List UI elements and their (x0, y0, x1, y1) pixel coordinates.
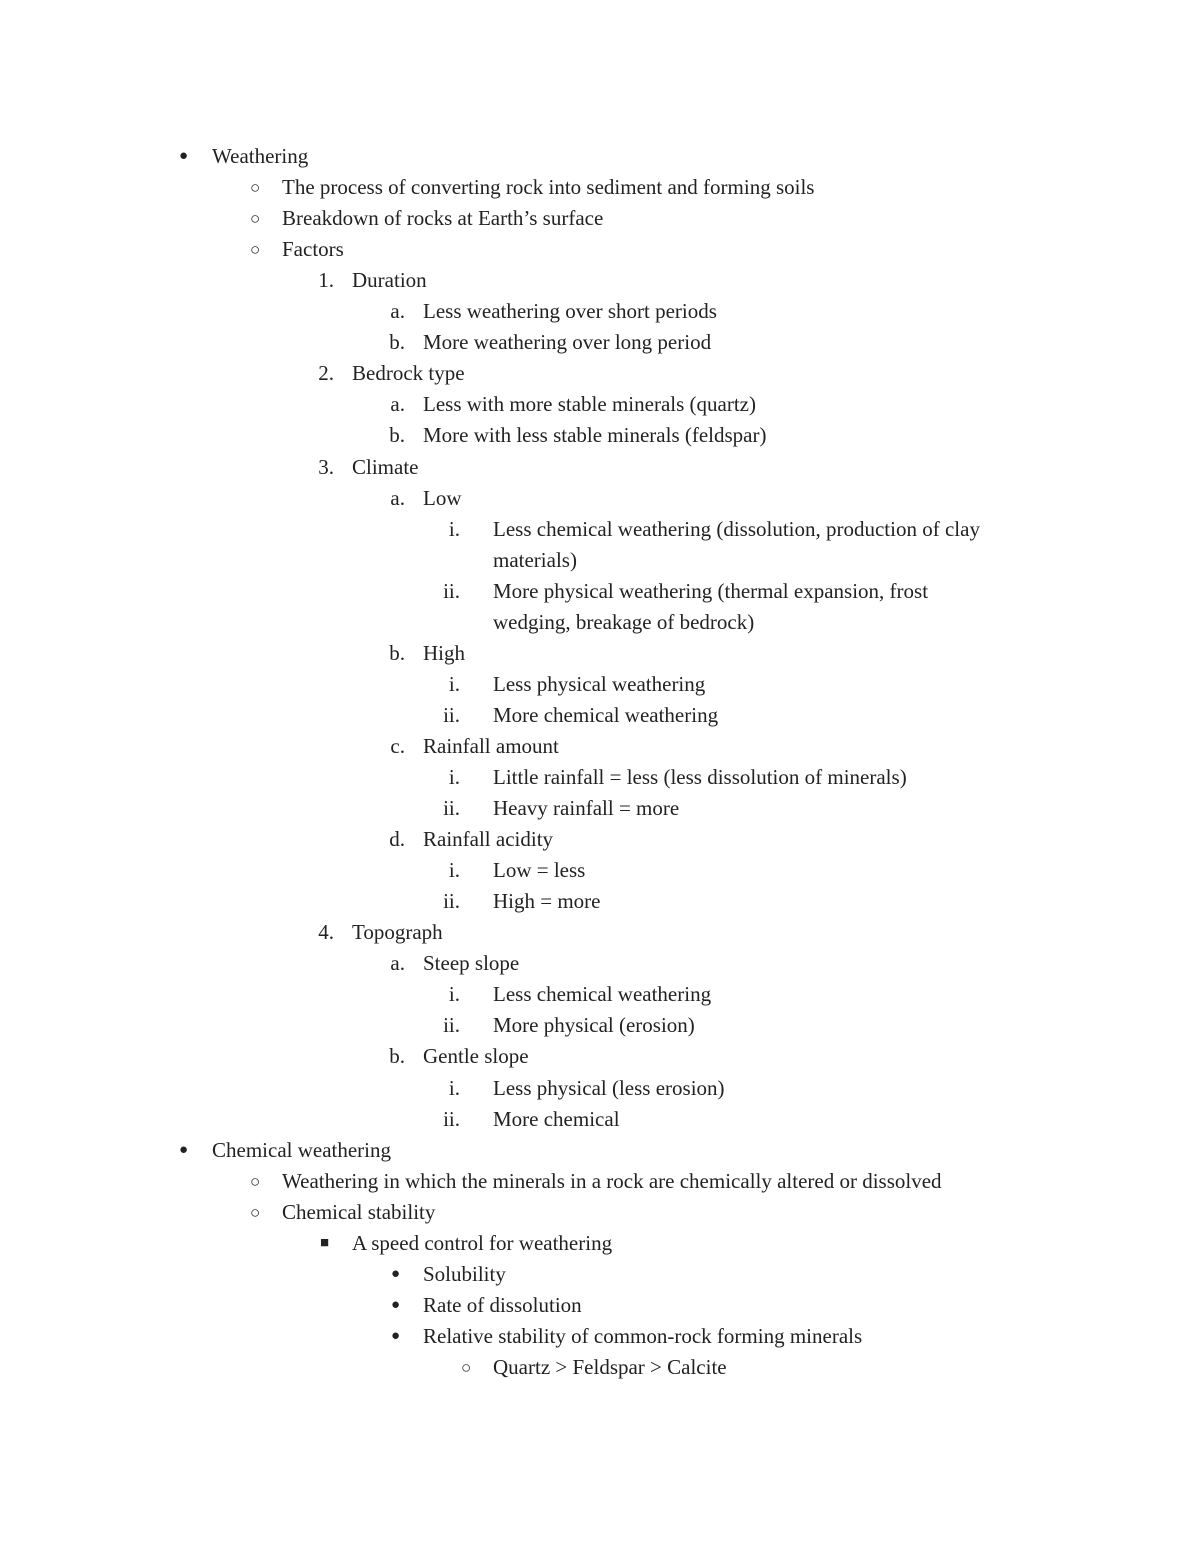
list-number-label: 4. (318, 920, 334, 945)
list-number-label: c. (390, 733, 405, 758)
outline-item-text: More with less stable minerals (feldspar) (423, 423, 767, 448)
outline-item-text: wedging, breakage of bedrock) (493, 609, 755, 634)
list-number-label: a. (390, 951, 405, 976)
outline-item-text: Less chemical weathering (493, 982, 712, 1007)
list-number-label: i. (448, 765, 460, 789)
outline-item-text: Less physical weathering (493, 671, 706, 696)
list-number-label: 2. (318, 361, 334, 386)
outline-item-text: Gentle slope (423, 1044, 529, 1069)
list-bullet: ● (391, 1327, 401, 1344)
outline-item-text: Heavy rainfall = more (493, 796, 680, 821)
list-number-label: a. (390, 392, 405, 417)
list-number-label: d. (389, 827, 405, 852)
outline-item-text: The process of converting rock into sediment and forming soils (282, 175, 815, 200)
outline-item-text: More chemical (493, 1106, 620, 1131)
list-number-label: b. (389, 423, 405, 448)
outline-item-text: Less with more stable minerals (quartz) (423, 392, 756, 417)
outline-item-text: Factors (282, 237, 344, 262)
list-number-label: b. (389, 1044, 405, 1069)
outline-item-text: Quartz > Feldspar > Calcite (493, 1354, 727, 1379)
outline-item-text: Climate (352, 454, 419, 479)
outline-item-text: Rate of dissolution (423, 1292, 582, 1317)
outline-item-text: More physical weathering (thermal expansion, frost (493, 578, 929, 603)
list-number-label: i. (448, 858, 460, 883)
outline-item-text: A speed control for weathering (352, 1230, 613, 1255)
list-bullet: ○ (250, 209, 261, 229)
list-number-label: ii. (443, 889, 460, 914)
outline-item-text: Little rainfall = less (less dissolution of minerals) (493, 765, 907, 789)
list-number-label: 1. (318, 268, 334, 293)
outline-item-text: Rainfall acidity (423, 827, 554, 852)
outline-item-text: Duration (352, 268, 427, 293)
outline-item-text: Low (423, 485, 462, 510)
list-bullet: ● (391, 1296, 401, 1313)
outline-item-text: Steep slope (423, 951, 520, 976)
list-number-label: ii. (443, 1013, 460, 1038)
outline-item-text: Topograph (352, 920, 443, 945)
list-number-label: ii. (443, 578, 460, 603)
list-number-label: b. (389, 640, 405, 665)
list-bullet: ■ (320, 1234, 330, 1251)
list-number-label: ii. (443, 1106, 460, 1131)
list-number-label: ii. (443, 796, 460, 821)
outline-item-text: More physical (erosion) (493, 1013, 695, 1038)
list-number-label: i. (448, 516, 460, 541)
list-bullet: ○ (461, 1357, 472, 1377)
outline-item-text: Bedrock type (352, 361, 465, 386)
list-bullet: ○ (250, 240, 261, 260)
outline-item-text: Rainfall amount (423, 733, 559, 758)
list-number-label: 3. (318, 454, 334, 479)
outline-item-text: More chemical weathering (493, 702, 719, 727)
outline-item-text: Weathering (212, 144, 309, 168)
list-number-label: a. (390, 485, 405, 510)
list-bullet: ● (179, 1141, 189, 1158)
outline-item-text: High (423, 640, 465, 665)
outline-item-text: Weathering in which the minerals in a rock are chemically altered or dissolved (282, 1168, 942, 1193)
list-bullet: ● (391, 1265, 401, 1282)
outline-item-text: Low = less (493, 858, 586, 883)
outline-item-text: Chemical stability (282, 1199, 436, 1224)
list-number-label: b. (389, 330, 405, 355)
list-number-label: i. (448, 982, 460, 1007)
list-number-label: a. (390, 299, 405, 324)
list-bullet: ● (179, 148, 189, 164)
list-number-label: ii. (443, 702, 460, 727)
outline-item-text: Less physical (less erosion) (493, 1075, 725, 1100)
list-bullet: ○ (250, 1202, 261, 1222)
outline-item-text: Breakdown of rocks at Earth’s surface (282, 206, 604, 231)
list-bullet: ○ (250, 1171, 261, 1191)
outline-item-text: Solubility (423, 1261, 506, 1286)
outline-item-text: Less chemical weathering (dissolution, production of clay (493, 516, 980, 541)
outline-item-text: More weathering over long period (423, 330, 712, 355)
list-number-label: i. (448, 671, 460, 696)
outline-item-text: Relative stability of common-rock forming minerals (423, 1323, 863, 1348)
outline-item-text: materials) (493, 547, 577, 572)
list-number-label: i. (448, 1075, 460, 1100)
outline-item-text: High = more (493, 889, 601, 914)
outline-item-text: Less weathering over short periods (423, 299, 717, 324)
list-bullet: ○ (250, 178, 261, 198)
outline-item-text: Chemical weathering (212, 1137, 392, 1162)
